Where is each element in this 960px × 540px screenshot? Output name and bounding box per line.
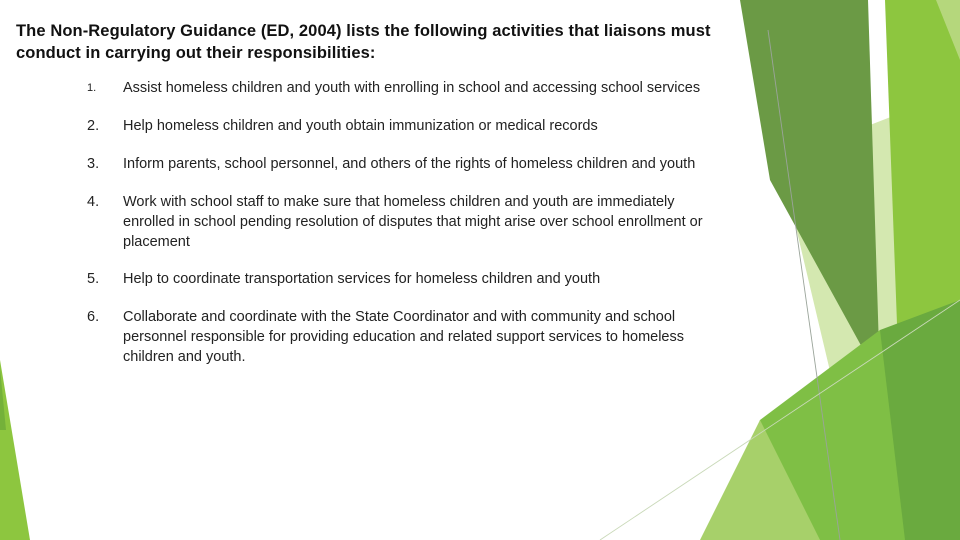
item-number: 3. [87, 156, 100, 172]
item-line: Work with school staff to make sure that homeless children and youth are immediately [123, 194, 675, 210]
item-number: 4. [87, 194, 100, 210]
item-text [123, 269, 773, 289]
item-text [123, 307, 773, 367]
item-number: 5. [87, 271, 100, 287]
item-number: 6. [87, 309, 100, 325]
item-text [123, 78, 773, 98]
item-line: Inform parents, school personnel, and others of the rights of homeless children and youth [123, 156, 696, 172]
item-text [123, 116, 773, 136]
heading-line-1: The Non-Regulatory Guidance (ED, 2004) lists the following activities that liaisons must [16, 22, 711, 40]
item-line: children and youth. [123, 349, 246, 365]
item-number: 2. [87, 118, 100, 134]
item-line: placement [123, 234, 190, 250]
item-line: Help to coordinate transportation services for homeless children and youth [123, 271, 601, 287]
item-number: 1. [87, 82, 97, 94]
item-line: Help homeless children and youth obtain immunization or medical records [123, 118, 598, 134]
item-line: personnel responsible for providing education and related support services to homeless [123, 329, 684, 345]
item-line: Assist homeless children and youth with enrolling in school and accessing school services [123, 80, 701, 96]
item-text [123, 154, 773, 174]
heading-line-2: conduct in carrying out their responsibilities: [16, 44, 376, 62]
item-line: enrolled in school pending resolution of disputes that might arise over school enrollment or [123, 214, 703, 230]
item-text [123, 192, 773, 252]
item-line: Collaborate and coordinate with the State Coordinator and with community and school [123, 309, 676, 325]
